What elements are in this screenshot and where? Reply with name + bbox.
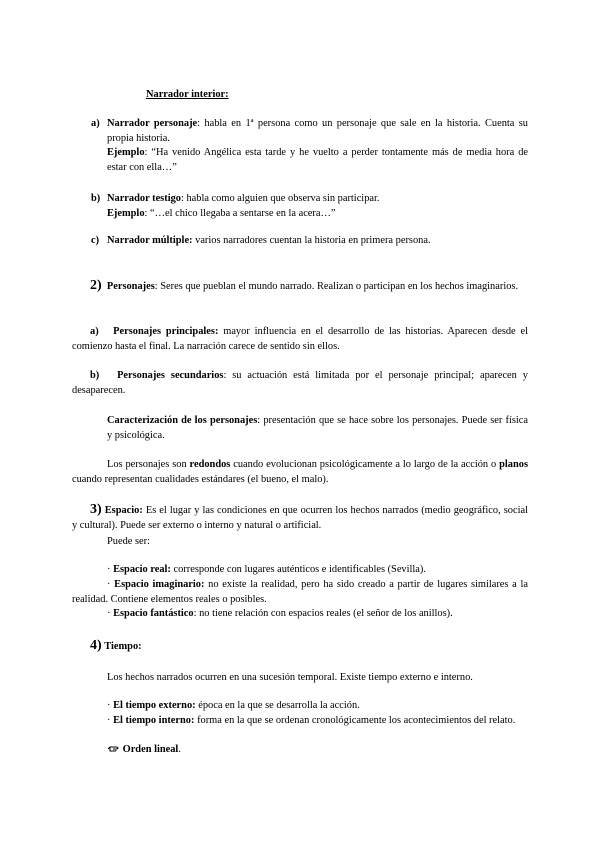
term: Narrador personaje [107, 118, 198, 129]
definition: : habla en 1ª persona como un personaje que sale en la historia. Cuenta su propia historia. [107, 118, 528, 144]
term: Personajes secundarios [117, 370, 224, 381]
bullet: · [107, 700, 111, 711]
term: Caracterización de los personajes [107, 415, 258, 426]
definition: época en la que se desarrolla la acción. [195, 700, 360, 711]
definition: : Seres que pueblan el mundo narrado. Realizan o participan en los hechos imaginarios. [154, 281, 519, 292]
text: cuando evolucionan psicológicamente a lo largo de la acción o [230, 459, 500, 470]
definition: : presentación que se hace sobre los personajes. Puede ser física y psicológica. [107, 415, 528, 441]
bullet: · [107, 715, 111, 726]
item-marker: b) [90, 370, 100, 381]
puede-ser-label: Puede ser: [107, 536, 150, 547]
example-text: : “Ha venido Angélica esta tarde y he vuelto a perder tontamente más de media hora de estar con ella…” [107, 147, 528, 173]
item-marker: a) [90, 326, 99, 337]
tiempo-intro: Los hechos narrados ocurren en una sucesión temporal. Existe tiempo externo e interno. [107, 672, 473, 683]
example-text: : “…el chico llegaba a sentarse en la acera…” [144, 207, 336, 219]
definition: : su actuación está limitada por el personaje principal; aparecen y desaparecen. [72, 370, 528, 396]
paragraph-caracterizacion [107, 414, 528, 443]
text: Los personajes son [107, 459, 190, 470]
item-narrador-multiple [107, 234, 528, 249]
list-item-tiempo-interno [72, 714, 528, 729]
term: Tiempo: [104, 641, 142, 652]
example-label: Ejemplo [107, 147, 145, 158]
item-marker: a) [91, 118, 100, 129]
section-personajes [72, 278, 528, 294]
list-item-espacio-fantastico [72, 607, 528, 622]
bullet: · [107, 579, 111, 590]
item-personajes-secundarios [72, 369, 528, 398]
term: El tiempo interno: [113, 715, 195, 726]
definition: forma en la que se ordenan cronológicamente los acontecimientos del relato. [194, 715, 516, 726]
term: Orden lineal [122, 744, 179, 755]
term: El tiempo externo: [113, 700, 196, 711]
definition: no existe la realidad, pero ha sido creado a partir de lugares similares a la realidad. Contiene elementos reales o posibles. [72, 579, 528, 605]
example-label: Ejemplo [107, 207, 145, 219]
punctuation: . [178, 744, 181, 755]
sub-item-orden-lineal [107, 743, 181, 759]
section-title-narrador-interior: Narrador interior: [146, 89, 229, 100]
item-narrador-testigo [107, 192, 528, 221]
section-tiempo-heading [90, 639, 142, 655]
list-item-tiempo-externo [72, 699, 528, 714]
definition: corresponde con lugares auténticos e identificables (Sevilla). [170, 564, 426, 575]
item-personajes-principales [72, 325, 528, 354]
text: cuando representan cualidades estándares (el bueno, el malo). [72, 473, 329, 485]
term: Espacio fantástico [113, 608, 194, 619]
term-redondos: redondos [189, 459, 231, 470]
term: Espacio imaginario: [114, 579, 205, 590]
term: Personajes principales: [113, 326, 219, 337]
list-item-espacio-imaginario [72, 578, 528, 607]
paragraph-tipos-personajes [72, 458, 528, 487]
item-narrador-personaje [107, 117, 528, 175]
definition: Es el lugar y las condiciones en que ocurren los hechos narrados (medio geográfico, social y cultural). Puede ser externo o interno y natural o artificial. [72, 505, 528, 531]
term: Narrador múltiple: [107, 235, 193, 246]
section-number: 4) [90, 638, 102, 653]
definition: : no tiene relación con espacios reales (el señor de los anillos). [193, 608, 453, 619]
item-marker: c) [91, 235, 100, 246]
term: Personajes [106, 281, 155, 292]
bullet: · [107, 564, 111, 575]
list-item-espacio-real [72, 563, 528, 578]
bullet: · [107, 608, 111, 619]
term: Espacio: [104, 505, 143, 516]
section-espacio [72, 503, 528, 533]
section-number: 3) [90, 502, 102, 517]
definition: mayor influencia en el desarrollo de las historias. Aparecen desde el comienzo hasta el final. La narración carece de sentido sin ellos. [72, 326, 528, 352]
item-marker: b) [91, 193, 101, 204]
term-planos: planos [499, 459, 528, 470]
definition: varios narradores cuentan la historia en primera persona. [192, 235, 431, 246]
term: Narrador testigo [107, 193, 181, 204]
hand-pointing-icon [107, 744, 120, 759]
section-number: 2) [90, 278, 102, 293]
term: Espacio real: [113, 564, 171, 575]
definition: : habla como alguien que observa sin participar. [180, 193, 380, 204]
